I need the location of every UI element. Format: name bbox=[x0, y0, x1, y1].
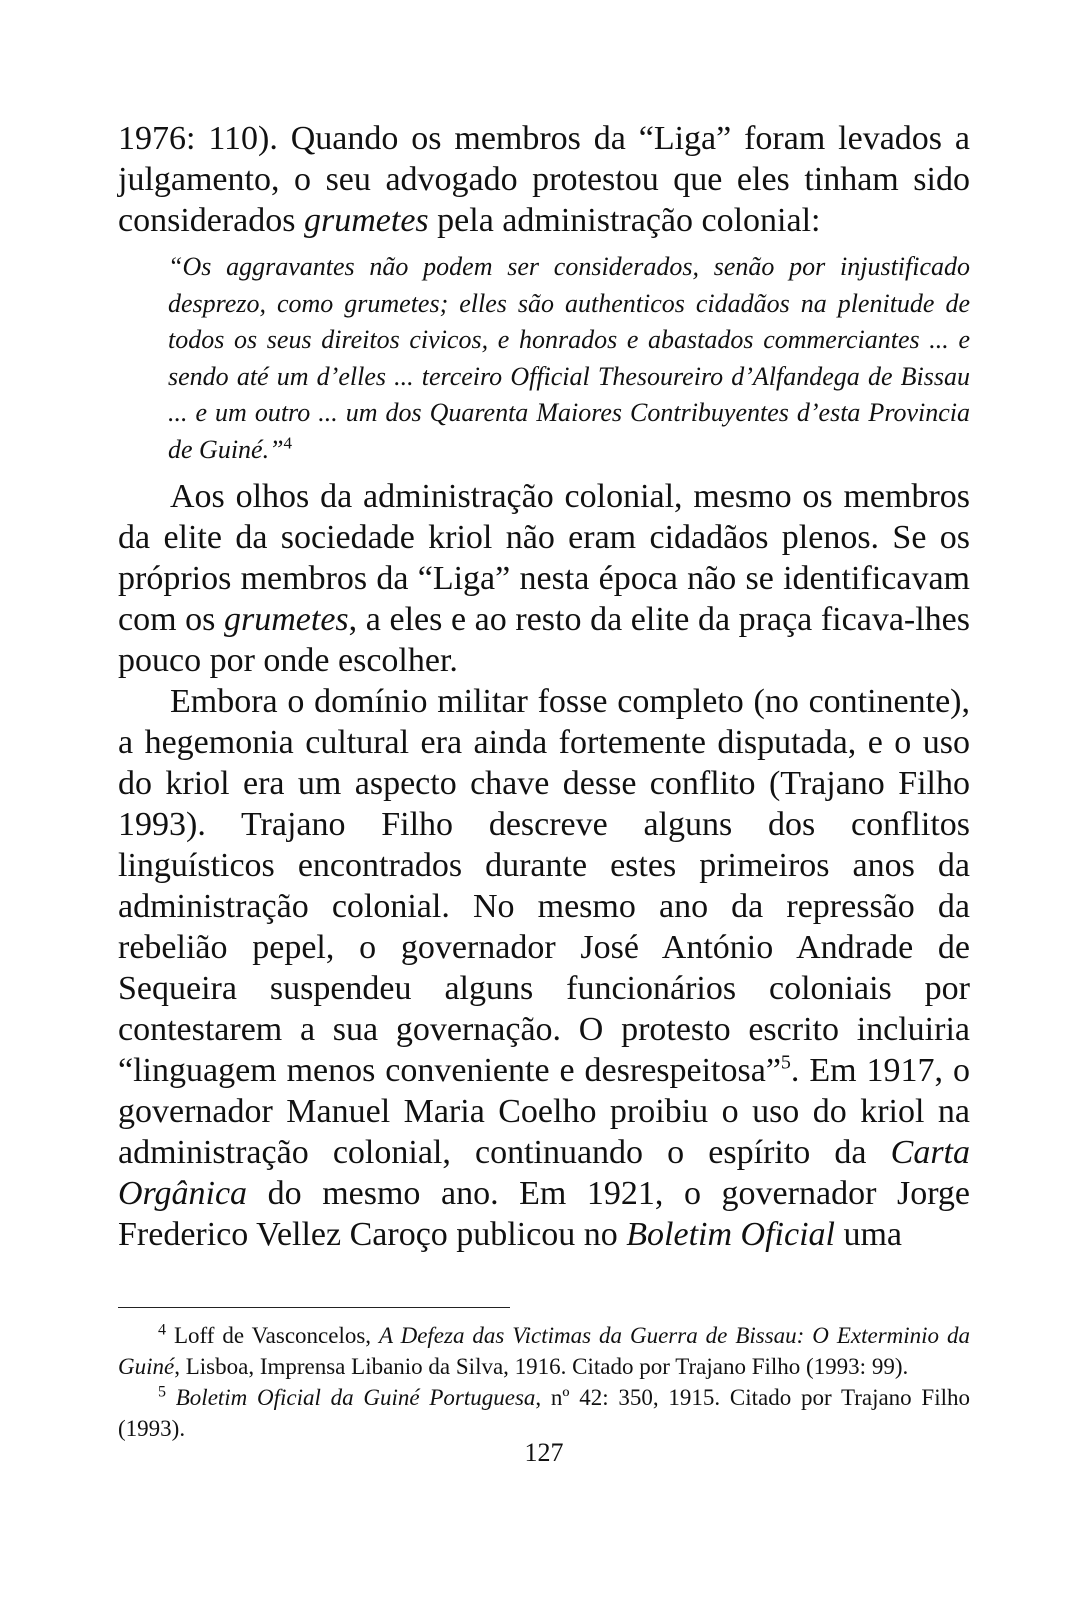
footnote-ref-4[interactable]: 4 bbox=[283, 432, 293, 452]
footnote-divider bbox=[118, 1307, 510, 1308]
paragraph-1-text-end: pela administração colonial: bbox=[428, 202, 821, 239]
paragraph-2-emphasis: grumetes bbox=[224, 601, 349, 638]
footnote-text: Loff de Vasconcelos, bbox=[173, 1323, 379, 1348]
paragraph-3-emphasis-2: Boletim Oficial bbox=[626, 1216, 835, 1253]
paragraph-3-text-3: do mesmo ano. Em 1921, o governador Jorge Frederico Vellez Caroço publicou no bbox=[118, 1175, 970, 1253]
footnote-number: 4 bbox=[158, 1321, 166, 1339]
paragraph-1-emphasis: grumetes bbox=[304, 202, 429, 239]
paragraph-3-text: Embora o domínio militar fosse completo (no continente), a hegemonia cultural era ainda fortemente disputada, e o uso do kriol era um aspecto chave desse conflito (Trajano Filho 1993). Trajano Filho descreve alguns dos conflitos linguísticos encontrados durante estes primeiros anos da administração colonial. No mesmo ano da repressão da rebelião pepel, o governador José António Andrade de Sequeira suspendeu alguns funcionários coloniais por contestarem a sua governação. O protesto escrito incluiria “linguagem menos conveniente e desrespeitosa” bbox=[118, 683, 970, 1089]
footnote-number: 5 bbox=[158, 1383, 166, 1401]
paragraph-3-text-2: . Em 1917, o governador Manuel Maria Coelho proibiu o uso do kriol na administração colonial, continuando o espírito da bbox=[118, 1052, 971, 1171]
footnote-text-end: , Lisboa, Imprensa Libanio da Silva, 1916. Citado por Trajano Filho (1993: 99). bbox=[174, 1354, 909, 1379]
footnote-5 bbox=[118, 1382, 970, 1444]
footnote-text-end: , nº 42: 350, 1915. Citado por Trajano Filho (1993). bbox=[118, 1385, 970, 1441]
paragraph-2 bbox=[118, 476, 970, 681]
paragraph-2-text-end: , a eles e ao resto da elite da praça ficava-lhes pouco por onde escolher. bbox=[118, 601, 970, 679]
footnote-4 bbox=[118, 1320, 970, 1382]
footnote-ref-5[interactable]: 5 bbox=[780, 1051, 791, 1074]
paragraph-1 bbox=[118, 118, 970, 241]
paragraph-3-text-4: uma bbox=[834, 1216, 903, 1253]
paragraph-3-emphasis-1: Carta Orgânica bbox=[118, 1134, 970, 1212]
footnote-title: Boletim Oficial da Guiné Portuguesa bbox=[175, 1385, 536, 1410]
page-body bbox=[118, 118, 970, 1444]
paragraph-1-text: 1976: 110). Quando os membros da “Liga” foram levados a julgamento, o seu advogado protestou que eles tinham sido considerados bbox=[118, 120, 970, 239]
paragraph-3 bbox=[118, 681, 970, 1255]
block-quote bbox=[168, 249, 970, 468]
paragraph-2-text: Aos olhos da administração colonial, mesmo os membros da elite da sociedade kriol não eram cidadãos plenos. Se os próprios membros da “Liga” nesta época não se identificavam com os bbox=[118, 478, 970, 638]
footnote-title: A Defeza das Victimas da Guerra de Bissau: O Exterminio da Guiné bbox=[118, 1323, 970, 1379]
page-number: 127 bbox=[524, 1438, 564, 1467]
block-quote-text: “Os aggravantes não podem ser considerados, senão por injustificado desprezo, como grumetes; elles são authenticos cidadãos na plenitude de todos os seus direitos civicos, e honrados e abastados commerciantes ... e sendo até um d’elles ... terceiro Official Thesoureiro d’Alfandega de Bissau ... e um outro ... um dos Quarenta Maiores Contribuyentes d’esta Provincia de Guiné.” bbox=[168, 252, 970, 464]
